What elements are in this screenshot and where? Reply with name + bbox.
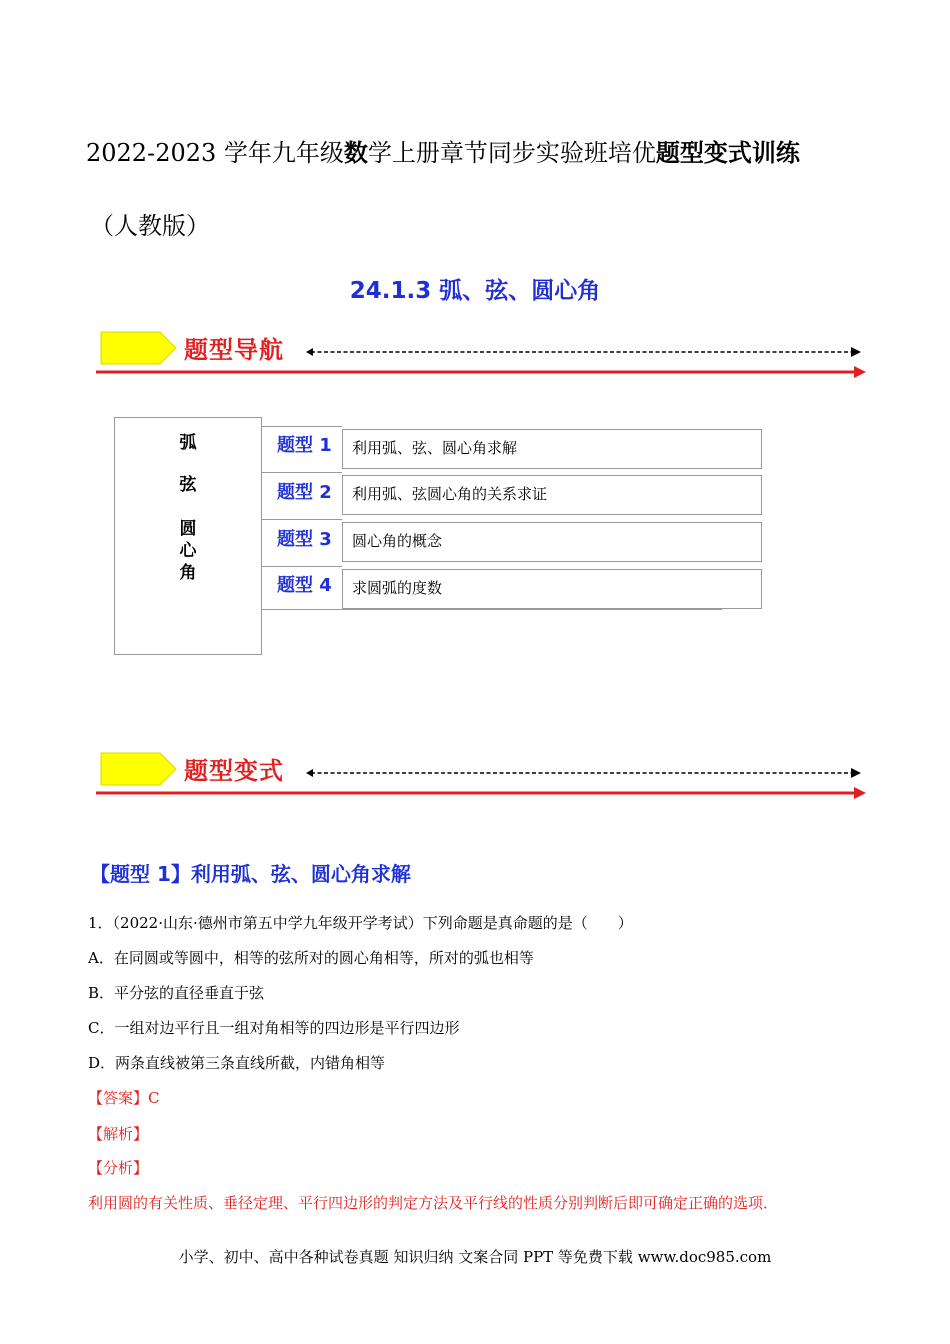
- title-mid: 学上册章节同步实验班培优: [367, 139, 656, 167]
- topic-char: 弦: [179, 475, 197, 495]
- type-2-box[interactable]: 利用弧、弦圆心角的关系求证: [342, 475, 762, 515]
- type-1-heading: 【题型 1】利用弧、弦、圆心角求解: [90, 862, 411, 886]
- nav-divider: [262, 472, 342, 473]
- type-4-label[interactable]: 题型 4: [277, 575, 332, 596]
- option-c: C．一组对边平行且一组对角相等的四边形是平行四边形: [88, 1019, 460, 1037]
- title-prefix: 2022-2023 学年九年级: [86, 139, 344, 167]
- banner-label: 题型变式: [184, 757, 284, 785]
- document-title: [86, 133, 800, 168]
- fenxi-label: 【分析】: [88, 1159, 149, 1177]
- title-bold-2: 题型变式训练: [655, 139, 800, 167]
- type-4-box[interactable]: 求圆弧的度数: [342, 569, 762, 609]
- topic-char: 心: [179, 541, 197, 561]
- section-title: 24.1.3 弧、弦、圆心角: [349, 278, 601, 304]
- page-footer: 小学、初中、高中各种试卷真题 知识归纳 文案合同 PPT 等免费下载 www.doc985.com: [178, 1248, 772, 1266]
- title-bold-1: 数: [343, 139, 368, 167]
- banner-label: 题型导航: [184, 336, 284, 364]
- topic-char: 角: [179, 563, 197, 583]
- nav-divider: [262, 609, 722, 610]
- type-1-box[interactable]: 利用弧、弦、圆心角求解: [342, 429, 762, 469]
- type-1-label[interactable]: 题型 1: [277, 435, 332, 456]
- nav-divider: [262, 426, 342, 427]
- answer-text: 【答案】C: [88, 1089, 160, 1107]
- banner-type-variation: [96, 747, 876, 807]
- topic-char: 弧: [179, 433, 197, 453]
- fenxi-text: 利用圆的有关性质、垂径定理、平行四边形的判定方法及平行线的性质分别判断后即可确定正确的选项．: [88, 1194, 779, 1212]
- topic-box: [114, 417, 262, 655]
- analysis-label: 【解析】: [88, 1125, 149, 1143]
- nav-divider: [262, 566, 342, 567]
- option-d: D．两条直线被第三条直线所截，内错角相等: [88, 1054, 386, 1072]
- option-b: B．平分弦的直径垂直于弦: [88, 984, 265, 1002]
- type-2-label[interactable]: 题型 2: [277, 482, 332, 503]
- nav-divider: [262, 519, 342, 520]
- question-text: 1．（2022·山东·德州市第五中学九年级开学考试）下列命题是真命题的是（ ）: [88, 914, 633, 932]
- edition-label: （人教版）: [90, 212, 210, 240]
- banner-type-navigation: [96, 326, 876, 386]
- topic-char: 圆: [179, 519, 197, 539]
- type-3-box[interactable]: 圆心角的概念: [342, 522, 762, 562]
- option-a: A．在同圆或等圆中，相等的弦所对的圆心角相等，所对的弧也相等: [88, 949, 534, 967]
- type-3-label[interactable]: 题型 3: [277, 529, 332, 550]
